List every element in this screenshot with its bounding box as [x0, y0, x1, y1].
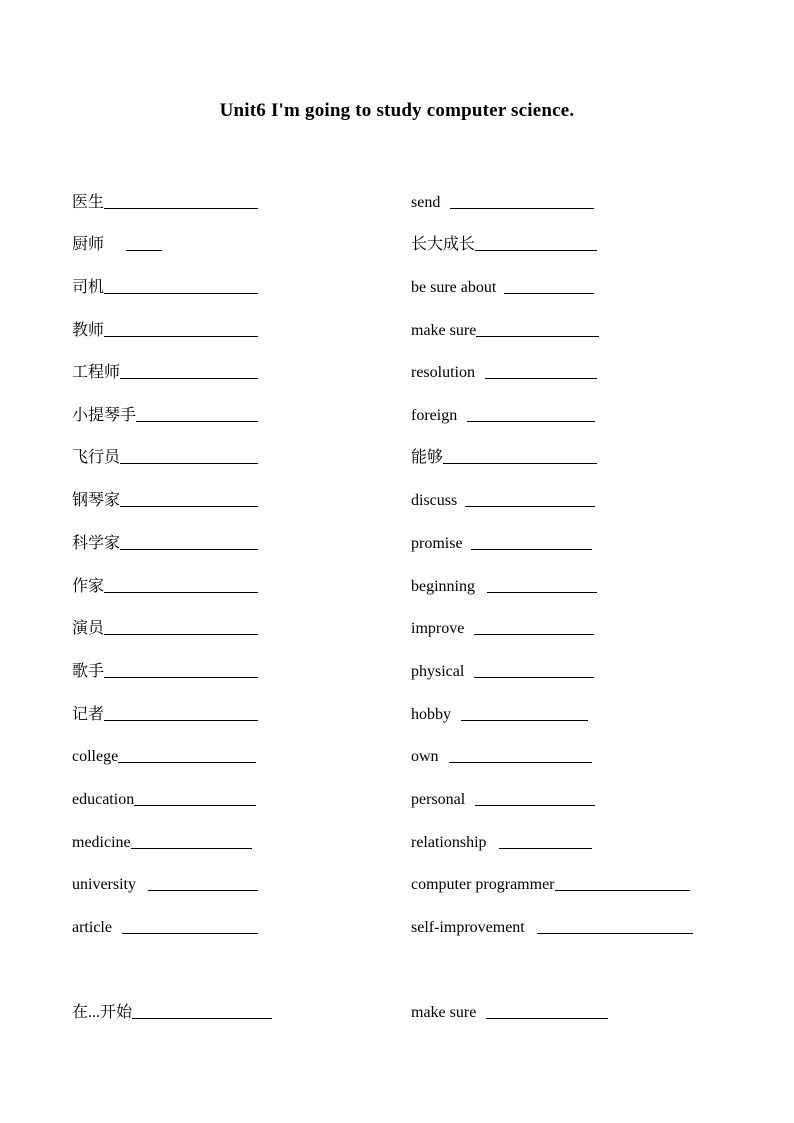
answer-blank[interactable] — [474, 677, 594, 678]
vocab-item — [72, 614, 258, 638]
answer-blank[interactable] — [120, 378, 258, 379]
vocab-item — [411, 742, 592, 766]
answer-blank[interactable] — [555, 890, 690, 891]
vocab-item — [72, 188, 258, 212]
answer-blank[interactable] — [104, 293, 258, 294]
answer-blank[interactable] — [476, 336, 599, 337]
answer-blank[interactable] — [104, 677, 258, 678]
answer-blank[interactable] — [104, 634, 258, 635]
vocab-item — [411, 785, 595, 809]
answer-blank[interactable] — [120, 463, 258, 464]
vocab-item — [72, 316, 258, 340]
vocab-term: 教师 — [72, 322, 105, 339]
vocab-term: beginning — [411, 578, 475, 595]
answer-blank[interactable] — [148, 890, 258, 891]
vocab-term: improve — [411, 620, 465, 637]
answer-blank[interactable] — [134, 805, 256, 806]
vocab-term: university — [72, 876, 136, 893]
vocab-item — [411, 358, 597, 382]
vocab-item — [411, 188, 594, 212]
answer-blank[interactable] — [136, 421, 258, 422]
answer-blank[interactable] — [443, 463, 597, 464]
vocab-item — [411, 998, 608, 1022]
answer-blank[interactable] — [475, 805, 595, 806]
vocab-item — [72, 358, 258, 382]
vocab-term: 厨师 — [72, 236, 105, 253]
vocab-term: education — [72, 791, 135, 808]
vocab-term: article — [72, 919, 112, 936]
answer-blank[interactable] — [485, 378, 597, 379]
answer-blank[interactable] — [475, 250, 597, 251]
vocab-item — [72, 700, 258, 724]
answer-blank[interactable] — [467, 421, 595, 422]
vocab-item — [72, 913, 258, 937]
vocab-term: 演员 — [72, 620, 105, 637]
vocab-item — [72, 657, 258, 681]
answer-blank[interactable] — [450, 208, 594, 209]
answer-blank[interactable] — [104, 720, 258, 721]
answer-blank[interactable] — [132, 1018, 272, 1019]
vocab-term: 钢琴家 — [72, 492, 121, 509]
answer-blank[interactable] — [461, 720, 588, 721]
answer-blank[interactable] — [504, 293, 594, 294]
vocab-term: 科学家 — [72, 535, 121, 552]
vocab-item — [72, 998, 272, 1022]
vocab-item — [411, 443, 597, 467]
vocab-item — [411, 657, 594, 681]
vocab-term: make sure — [411, 322, 477, 339]
vocab-term: 小提琴手 — [72, 407, 137, 424]
vocab-term: 作家 — [72, 578, 105, 595]
answer-blank[interactable] — [104, 592, 258, 593]
vocab-item — [72, 870, 258, 894]
vocab-term: 歌手 — [72, 663, 105, 680]
answer-blank[interactable] — [104, 208, 258, 209]
vocab-term: 记者 — [72, 706, 105, 723]
vocab-term: promise — [411, 535, 463, 552]
vocab-term: 能够 — [411, 449, 444, 466]
vocab-term: be sure about — [411, 279, 497, 296]
vocab-item — [411, 572, 597, 596]
vocab-item — [72, 828, 252, 852]
vocab-term: resolution — [411, 364, 475, 381]
vocab-item — [411, 828, 592, 852]
vocab-term: 在...开始 — [72, 1004, 133, 1021]
vocab-item — [411, 273, 594, 297]
answer-blank[interactable] — [126, 250, 162, 251]
vocab-item — [72, 230, 162, 254]
answer-blank[interactable] — [131, 848, 252, 849]
answer-blank[interactable] — [471, 549, 592, 550]
vocab-item — [411, 913, 693, 937]
vocab-term: make sure — [411, 1004, 477, 1021]
answer-blank[interactable] — [474, 634, 594, 635]
vocab-item — [72, 742, 256, 766]
vocab-item — [72, 529, 258, 553]
answer-blank[interactable] — [122, 933, 258, 934]
vocab-item — [72, 486, 258, 510]
vocab-item — [411, 230, 597, 254]
vocab-item — [411, 316, 599, 340]
answer-blank[interactable] — [449, 762, 592, 763]
answer-blank[interactable] — [118, 762, 256, 763]
vocab-item — [411, 614, 594, 638]
vocab-item — [72, 443, 258, 467]
vocab-term: foreign — [411, 407, 458, 424]
answer-blank[interactable] — [537, 933, 693, 934]
vocab-term: computer programmer — [411, 876, 555, 893]
worksheet-title: Unit6 I'm going to study computer science. — [219, 100, 575, 121]
vocab-term: self-improvement — [411, 919, 525, 936]
answer-blank[interactable] — [120, 549, 258, 550]
vocab-term: 工程师 — [72, 364, 121, 381]
vocab-item — [72, 401, 258, 425]
vocab-term: send — [411, 194, 441, 211]
answer-blank[interactable] — [487, 592, 597, 593]
vocab-item — [72, 273, 258, 297]
vocab-item — [72, 785, 256, 809]
vocab-term: 医生 — [72, 194, 105, 211]
vocab-term: 飞行员 — [72, 449, 121, 466]
vocab-term: discuss — [411, 492, 458, 509]
vocab-term: physical — [411, 663, 465, 680]
vocab-item — [72, 572, 258, 596]
vocab-term: medicine — [72, 834, 131, 851]
answer-blank[interactable] — [104, 336, 258, 337]
vocab-term: 司机 — [72, 279, 105, 296]
answer-blank[interactable] — [120, 506, 258, 507]
vocab-term: college — [72, 748, 119, 765]
answer-blank[interactable] — [499, 848, 592, 849]
vocab-term: hobby — [411, 706, 451, 723]
vocab-term: own — [411, 748, 439, 765]
answer-blank[interactable] — [486, 1018, 608, 1019]
answer-blank[interactable] — [465, 506, 595, 507]
vocab-item — [411, 529, 592, 553]
vocab-term: 长大成长 — [411, 236, 476, 253]
vocab-term: personal — [411, 791, 466, 808]
vocab-term: relationship — [411, 834, 487, 851]
vocab-item — [411, 486, 595, 510]
vocab-item — [411, 401, 595, 425]
vocab-item — [411, 870, 690, 894]
vocab-item — [411, 700, 588, 724]
